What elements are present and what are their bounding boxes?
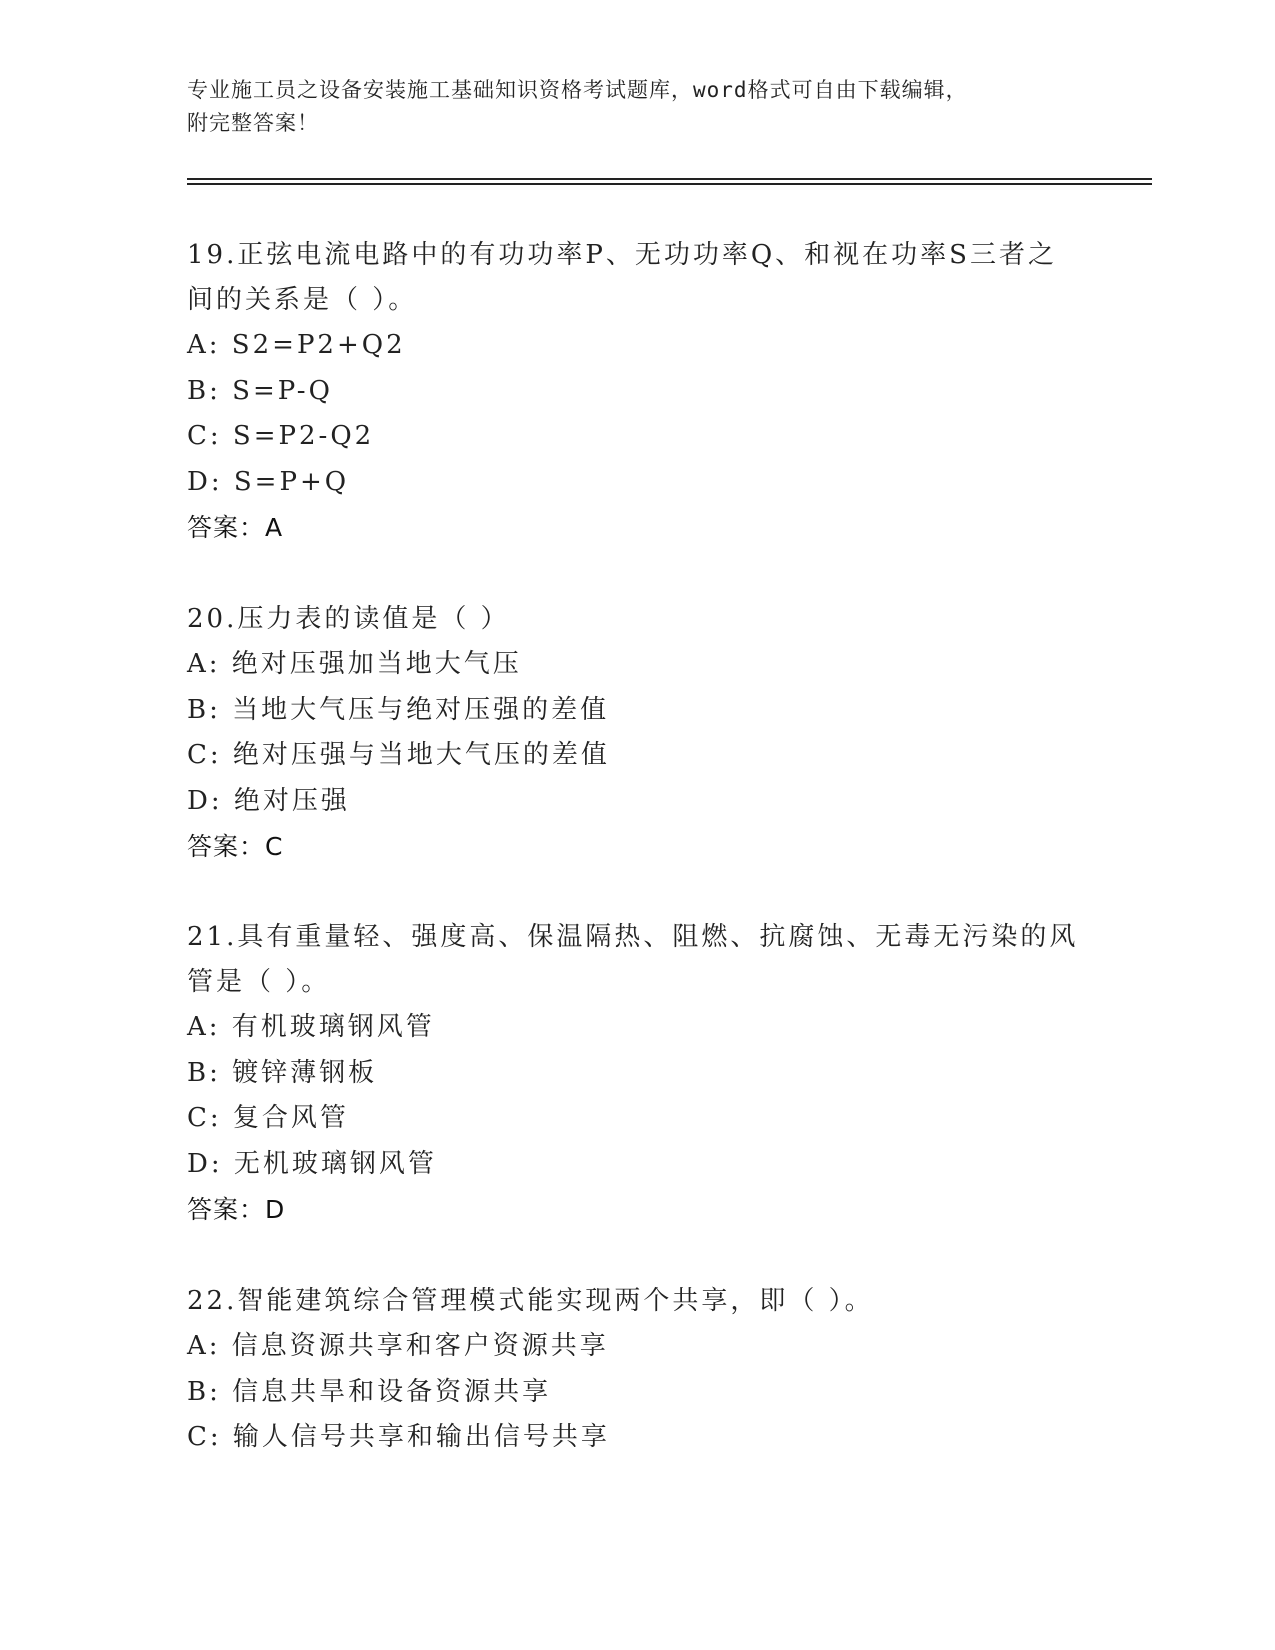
option-a: A: 有机玻璃钢风管 xyxy=(187,1012,435,1042)
header-divider-bottom xyxy=(187,183,1152,185)
question-19 xyxy=(187,233,1087,550)
option-a: A: S2=P2+Q2 xyxy=(187,330,406,360)
question-22 xyxy=(187,1279,1087,1461)
question-20 xyxy=(187,597,1087,869)
option-b: B: S=P-Q xyxy=(187,375,333,406)
question-stem-line-2: 间的关系是（ ）。 xyxy=(187,285,418,315)
option-d: D: S=P+Q xyxy=(187,466,350,497)
document-header xyxy=(187,74,1067,140)
option-b: B: 当地大气压与绝对压强的差值 xyxy=(187,694,610,725)
option-a: A: 绝对压强加当地大气压 xyxy=(187,649,522,679)
option-d: D: 无机玻璃钢风管 xyxy=(187,1148,437,1179)
option-c: C: 输人信号共享和输出信号共享 xyxy=(187,1422,610,1452)
header-line-2: 附完整答案！ xyxy=(187,111,319,135)
option-b: B: 信息共旱和设备资源共享 xyxy=(187,1376,552,1407)
question-stem-line-2: 管是（ ）。 xyxy=(187,967,331,997)
answer: 答案：C xyxy=(187,832,284,861)
option-b: B: 镀锌薄钢板 xyxy=(187,1057,378,1088)
option-c: C: S=P2-Q2 xyxy=(187,421,375,451)
option-d: D: 绝对压强 xyxy=(187,785,350,816)
question-stem-line-1: 20.压力表的读值是（ ） xyxy=(187,604,510,634)
question-stem-line-1: 21.具有重量轻、强度高、保温隔热、阻燃、抗腐蚀、无毒无污染的风 xyxy=(187,922,1079,952)
question-stem-line-1: 19.正弦电流电路中的有功功率P、无功功率Q、和视在功率S三者之 xyxy=(187,240,1057,270)
option-c: C: 绝对压强与当地大气压的差值 xyxy=(187,740,610,770)
header-line-1: 专业施工员之设备安装施工基础知识资格考试题库，word格式可自由下载编辑， xyxy=(187,78,968,102)
answer: 答案：D xyxy=(187,1195,286,1224)
answer: 答案：A xyxy=(187,513,284,542)
question-21 xyxy=(187,915,1087,1232)
option-c: C: 复合风管 xyxy=(187,1103,349,1133)
option-a: A: 信息资源共享和客户资源共享 xyxy=(187,1331,609,1361)
question-stem-line-1: 22.智能建筑综合管理模式能实现两个共享，即（ ）。 xyxy=(187,1286,874,1316)
header-divider-top xyxy=(187,178,1152,180)
